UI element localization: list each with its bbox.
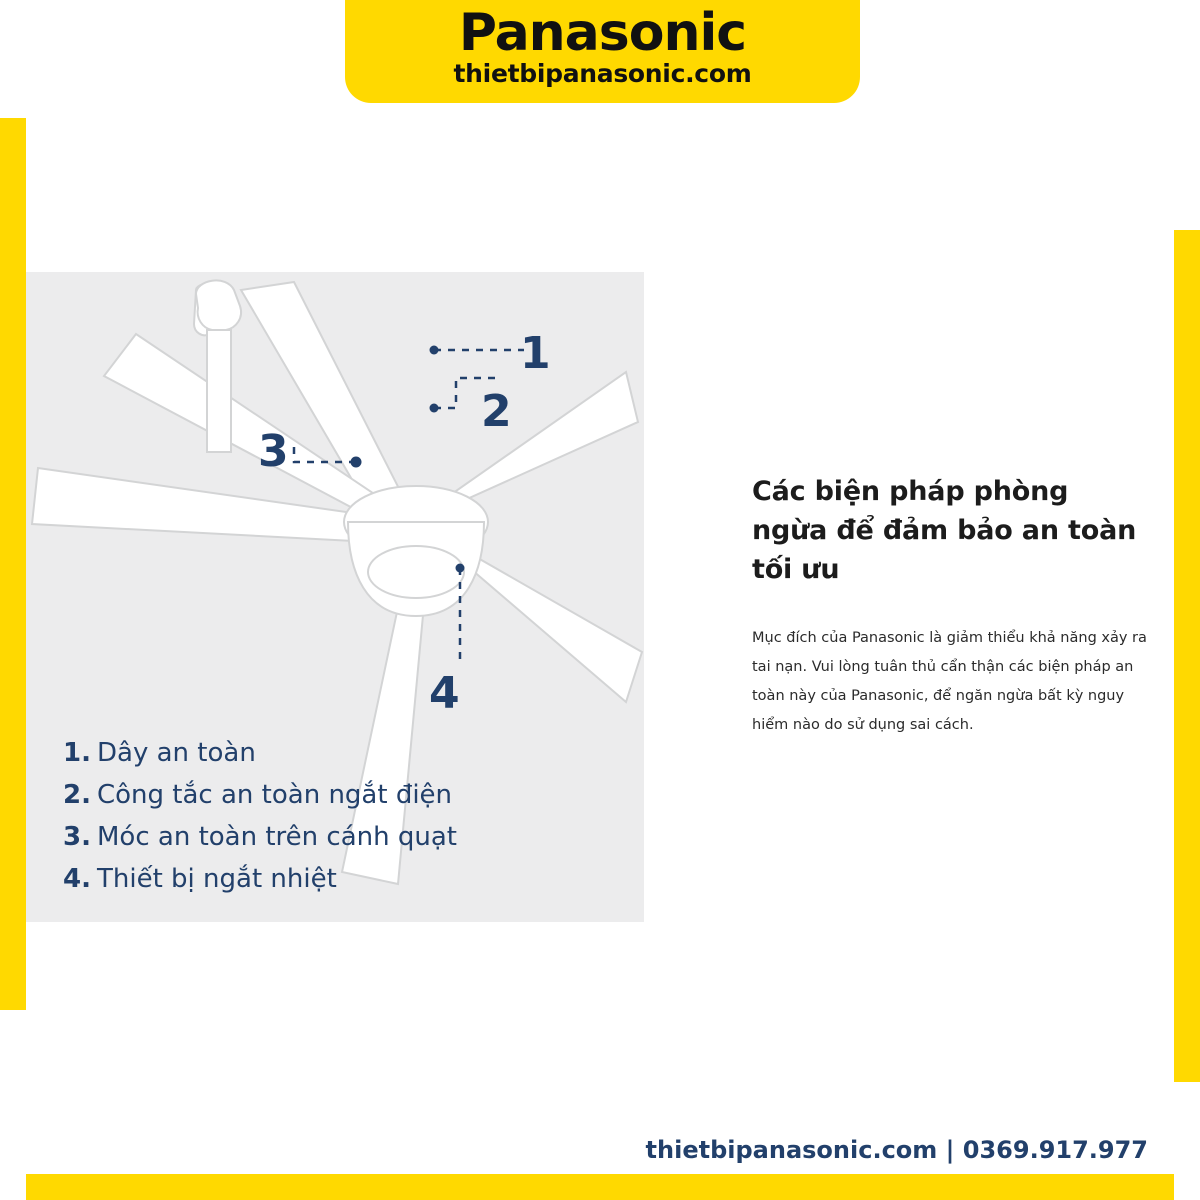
fan-illustration-panel	[26, 272, 644, 922]
legend-label: Công tắc an toàn ngắt điện	[97, 780, 453, 811]
header-website-text: thietbipanasonic.com	[453, 58, 752, 88]
legend-number: 4.	[63, 864, 91, 895]
callout-number-1: 1	[520, 328, 551, 379]
content-area	[26, 120, 1174, 1140]
frame-bottom-bar	[0, 1174, 1200, 1200]
list-item	[63, 732, 457, 774]
callout-number-2: 2	[481, 386, 512, 437]
frame-notch-corner-bottom-left	[0, 1010, 26, 1200]
frame-notch-corner-top-left	[0, 0, 26, 118]
legend-list	[63, 732, 457, 900]
legend-number: 1.	[63, 738, 91, 768]
panasonic-logo-text: Panasonic	[458, 3, 747, 63]
frame-notch-top-left	[0, 0, 345, 26]
frame-notch-top-right	[860, 0, 1200, 26]
callout-number-4: 4	[429, 668, 460, 719]
footer-contact: thietbipanasonic.com | 0369.917.977	[645, 1136, 1148, 1164]
frame-notch-corner-top-right	[1174, 0, 1200, 230]
header-banner	[345, 0, 860, 103]
legend-label: Dây an toàn	[97, 738, 256, 768]
article-body: Mục đích của Panasonic là giảm thiểu khả năng xảy ra tai nạn. Vui lòng tuân thủ cẩn thận các biện pháp an toàn này của Panasonic, để ngăn ngừa bất kỳ nguy hiểm nào do sử dụng sai cách.	[752, 630, 1147, 734]
callout-number-3: 3	[258, 426, 289, 477]
list-item	[63, 816, 457, 858]
legend-number: 3.	[63, 822, 91, 853]
article-column	[752, 472, 1152, 740]
list-item	[63, 858, 457, 900]
legend-label: Thiết bị ngắt nhiệt	[97, 864, 337, 895]
list-item	[63, 774, 457, 816]
frame-notch-corner-bottom-right	[1174, 1082, 1200, 1200]
page-title: Các biện pháp phòng ngừa để đảm bảo an toàn tối ưu	[752, 476, 1137, 586]
legend-label: Móc an toàn trên cánh quạt	[97, 822, 457, 853]
legend-number: 2.	[63, 780, 91, 811]
